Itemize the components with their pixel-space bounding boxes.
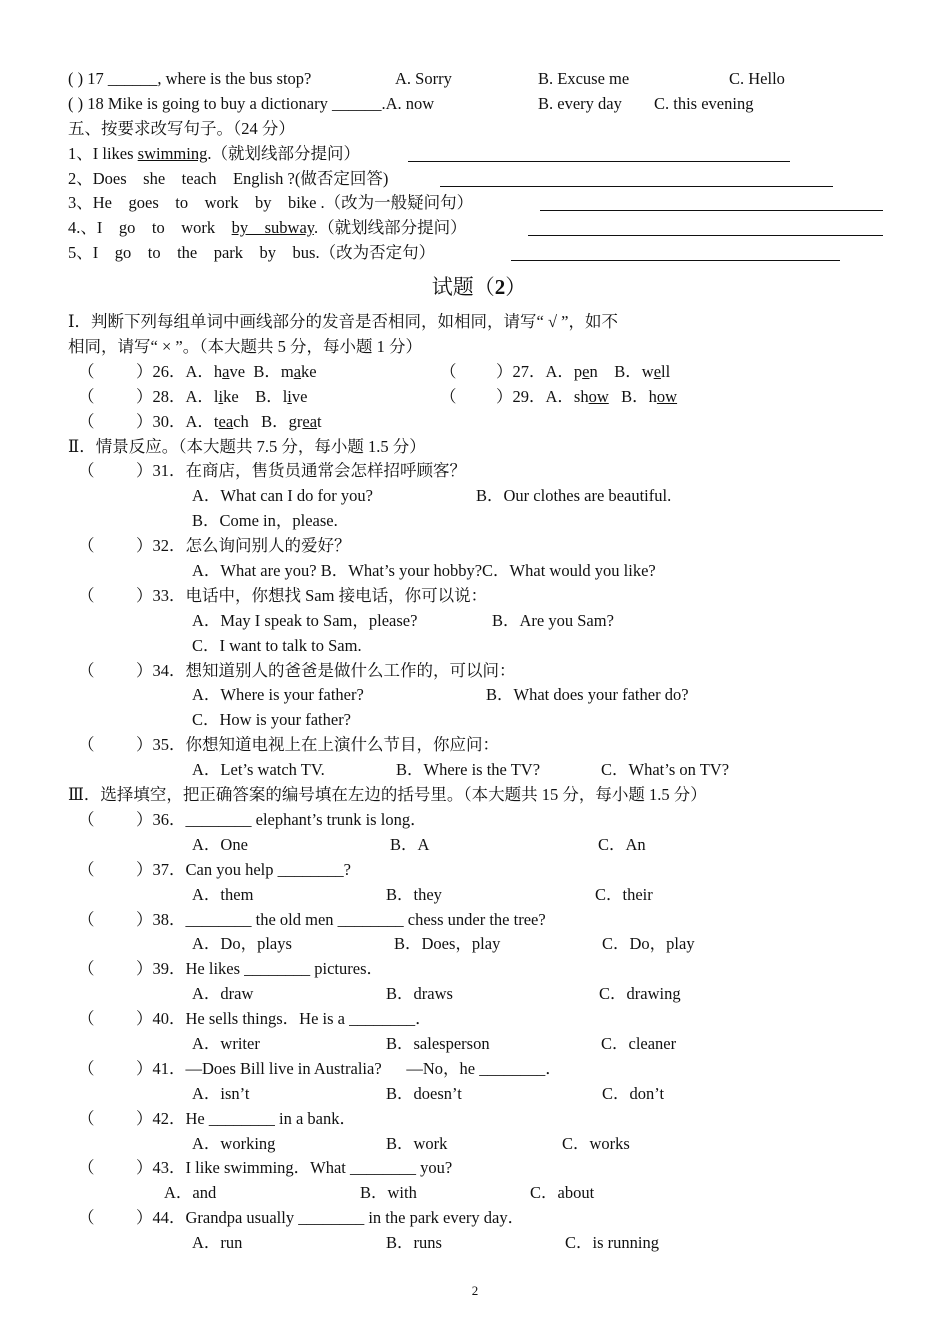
rewrite-item-2 (68, 167, 890, 192)
option-c: B．Come in，please. (192, 511, 338, 531)
question-34-stem (68, 659, 890, 684)
pair-number: ）26．A． (136, 361, 214, 381)
question-44-options (68, 1231, 890, 1256)
title-number: 2 (494, 275, 506, 300)
option-a: A．run (192, 1233, 243, 1253)
title-text: 试题（ (431, 275, 495, 300)
option-c: C．An (598, 834, 646, 854)
word-part: l (213, 386, 219, 406)
item-text: 2、Does she teach English ?(做否定回答) (68, 168, 389, 188)
word-part: ve (291, 386, 308, 406)
option-b: B．salesperson (386, 1033, 490, 1053)
question-number: 18 (87, 93, 104, 113)
answer-paren: （ (78, 1009, 95, 1029)
question-43-options (68, 1181, 890, 1206)
option-c: C．is running (565, 1233, 659, 1253)
answer-line (440, 171, 833, 187)
rewrite-item-1 (68, 142, 890, 167)
question-stem: ）38．________ the old men ________ chess under the tree? (136, 909, 546, 929)
question-41-stem (68, 1057, 890, 1082)
option-b-label: B． (238, 386, 283, 406)
question-stem: ）36．________ elephant’s trunk is long． (136, 809, 427, 829)
question-37-options (68, 883, 890, 908)
question-stem: ）42．He ________ in a bank． (136, 1108, 356, 1128)
word-part: t (317, 411, 322, 431)
option-c: C. Hello (729, 69, 785, 88)
item-instruction: .（就划线部分提问） (207, 143, 360, 163)
question-blank: ______ (107, 69, 158, 88)
option-b-label: B． (245, 361, 281, 381)
option-c: C．about (530, 1183, 595, 1203)
word-part: p (573, 361, 583, 381)
option-a: A．them (192, 884, 254, 904)
pronunciation-row (68, 360, 890, 385)
question-stem: ）34．想知道别人的爸爸是做什么工作的，可以问： (136, 660, 516, 680)
word-part: h (648, 386, 657, 406)
option-a: A．One (192, 834, 248, 854)
question-35-stem (68, 733, 890, 758)
option-b: B．draws (386, 984, 453, 1004)
pair-number: ）30．A． (136, 411, 214, 431)
option-c: C．I want to talk to Sam. (192, 635, 362, 655)
answer-paren: （ (78, 959, 95, 979)
answer-paren: （ (78, 809, 95, 829)
question-stem: Mike is going to buy a dictionary (107, 93, 332, 113)
rewrite-item-4 (68, 216, 890, 241)
question-stem: , where is the bus stop? (157, 69, 312, 88)
word-part: ch (233, 411, 249, 431)
option-b: B．runs (386, 1233, 442, 1253)
answer-paren: （ (440, 386, 457, 406)
question-42-stem (68, 1107, 890, 1132)
question-number: 17 (87, 69, 104, 88)
question-33-options-2 (68, 634, 890, 659)
part1-heading-line2: 相同，请写“ × ”。（本大题共 5 分，每小题 1 分） (68, 337, 422, 357)
underlined-sound: ea (218, 411, 234, 431)
word-part: n (589, 361, 598, 381)
answer-paren: （ (78, 1158, 95, 1178)
answer-paren: （ (78, 909, 95, 929)
option-b: B．they (386, 884, 442, 904)
rewrite-item-5 (68, 241, 890, 266)
pair-27 (496, 360, 670, 385)
option-a: A．draw (192, 984, 254, 1004)
answer-line (540, 195, 883, 211)
answer-paren: （ (78, 1208, 95, 1228)
question-40-stem (68, 1007, 890, 1032)
part1-heading-line1: Ⅰ．判断下列每组单词中画线部分的发音是否相同，如相同，请写“ √ ”，如不 (68, 312, 618, 332)
question-stem: ）31．在商店，售货员通常会怎样招呼顾客？ (136, 461, 466, 481)
title-close: ） (505, 275, 527, 300)
question-32-stem (68, 534, 890, 559)
option-a: A. now (385, 93, 435, 113)
underlined-sound: ow (588, 386, 609, 406)
answer-paren: （ (78, 386, 95, 406)
question-17 (68, 67, 890, 92)
pair-number: ）29．A． (496, 386, 574, 406)
answer-paren: （ (78, 1058, 95, 1078)
option-c: C．cleaner (601, 1033, 677, 1053)
test-title (68, 270, 890, 306)
option-b: B．with (360, 1183, 417, 1203)
pair-29 (496, 385, 677, 410)
underlined-sound: a (293, 361, 302, 381)
pair-28 (136, 385, 307, 410)
word-part: t (213, 411, 219, 431)
answer-line (528, 220, 883, 236)
option-a: A．Do，plays (192, 934, 292, 954)
option-b: B．A (390, 834, 430, 854)
question-38-stem (68, 908, 890, 933)
answer-paren: （ (78, 536, 95, 556)
question-39-options (68, 982, 890, 1007)
pair-30 (136, 410, 322, 435)
question-36-stem (68, 808, 890, 833)
item-text: 1、I likes (68, 143, 138, 163)
underlined-sound: ea (302, 411, 318, 431)
question-34-options (68, 683, 890, 708)
answer-paren: （ (78, 361, 95, 381)
word-part: l (282, 386, 288, 406)
word-part: sh (573, 386, 589, 406)
option-c: C．works (562, 1133, 630, 1153)
question-44-stem (68, 1206, 890, 1231)
option-b: B．Are you Sam? (492, 610, 614, 630)
item-text: 5、I go to the park by bus.（改为否定句） (68, 243, 436, 263)
word-part: m (280, 361, 294, 381)
option-b-label: B． (248, 411, 289, 431)
question-31-options-2 (68, 509, 890, 534)
word-part: ve (229, 361, 246, 381)
option-c: C．How is your father? (192, 710, 352, 730)
answer-paren: （ (78, 1108, 95, 1128)
option-b: B. Excuse me (538, 69, 630, 88)
option-b: B. every day (538, 93, 622, 113)
option-a: A. Sorry (395, 69, 452, 88)
option-b: B．work (386, 1133, 448, 1153)
answer-paren: ( ) (68, 93, 84, 113)
option-b: B．Where is the TV? (396, 760, 541, 780)
option-b: B．Our clothes are beautiful. (476, 486, 672, 506)
question-18 (68, 92, 890, 117)
pronunciation-row (68, 385, 890, 410)
option-b: B．What does your father do? (486, 685, 689, 705)
answer-line (511, 245, 840, 261)
underlined-sound: a (222, 361, 230, 381)
question-35-options (68, 758, 890, 783)
option-c: C．their (595, 884, 653, 904)
question-stem: ）44．Grandpa usually ________ in the park every day． (136, 1208, 525, 1228)
question-stem: ）43．I like swimming．What ________ you? (136, 1158, 453, 1178)
question-31-stem (68, 459, 890, 484)
option-a: A．working (192, 1133, 276, 1153)
word-part: w (641, 361, 654, 381)
option-b: B．doesn’t (386, 1083, 462, 1103)
option-a: A．and (164, 1183, 217, 1203)
question-41-options (68, 1082, 890, 1107)
section5-heading: 五、按要求改写句子。（24 分） (68, 118, 295, 138)
question-stem: ）33．电话中，你想找 Sam 接电话，你可以说： (136, 585, 488, 605)
question-36-options (68, 833, 890, 858)
pair-26 (136, 360, 317, 385)
answer-paren: ( ) (68, 69, 84, 88)
option-c: C．don’t (602, 1083, 665, 1103)
option-c: C. this evening (654, 93, 754, 113)
page-number: 2 (471, 1283, 479, 1298)
option-b-label: B． (608, 386, 649, 406)
options: A．What are you? B．What’s your hobby?C．What would you like? (192, 561, 656, 581)
underlined-sound: i (287, 386, 292, 406)
question-stem: ）37．Can you help ________? (136, 859, 351, 879)
underlined-sound: i (218, 386, 224, 406)
option-b: B．Does，play (394, 934, 501, 954)
rewrite-item-3 (68, 191, 890, 216)
word-part: ke (301, 361, 317, 381)
underlined-sound: e (653, 361, 662, 381)
option-a: A．Let’s watch TV. (192, 760, 325, 780)
option-a: A．Where is your father? (192, 685, 364, 705)
option-a: A．writer (192, 1033, 260, 1053)
question-stem: ）32．怎么询问别人的爱好？ (136, 536, 351, 556)
word-part: gr (288, 411, 303, 431)
underlined-sound: e (582, 361, 590, 381)
item-instruction: .（就划线部分提问） (313, 218, 467, 238)
item-text: 4.、I go to work (68, 218, 232, 238)
question-blank: ______ (331, 93, 382, 113)
answer-line (408, 146, 790, 162)
option-b-label: B． (597, 361, 642, 381)
pair-number: ）27．A． (496, 361, 574, 381)
word-part: h (213, 361, 223, 381)
question-42-options (68, 1132, 890, 1157)
pronunciation-row (68, 410, 890, 435)
answer-paren: （ (78, 461, 95, 481)
option-a: A．What can I do for you? (192, 486, 373, 506)
option-a: A．May I speak to Sam，please? (192, 610, 418, 630)
question-38-options (68, 932, 890, 957)
question-39-stem (68, 957, 890, 982)
item-text: 3、He goes to work by bike .（改为一般疑问句） (68, 193, 474, 213)
question-31-options (68, 484, 890, 509)
question-stem: ）39．He likes ________ pictures． (136, 959, 384, 979)
answer-paren: （ (78, 660, 95, 680)
question-33-stem (68, 584, 890, 609)
question-stem: ）40．He sells things．He is a ________． (136, 1009, 432, 1029)
question-40-options (68, 1032, 890, 1057)
option-c: C．What’s on TV? (601, 760, 730, 780)
answer-paren: （ (78, 585, 95, 605)
answer-paren: （ (78, 859, 95, 879)
part3-heading: Ⅲ．选择填空，把正确答案的编号填在左边的括号里。（本大题共 15 分，每小题 1.5 分） (68, 785, 707, 805)
word-part: ke (223, 386, 239, 406)
answer-paren: （ (78, 411, 95, 431)
option-c: C．drawing (599, 984, 681, 1004)
option-a: A．isn’t (192, 1083, 250, 1103)
answer-paren: （ (440, 361, 457, 381)
question-stem-end: . (381, 93, 386, 113)
question-32-options (68, 559, 890, 584)
answer-paren: （ (78, 735, 95, 755)
underlined-phrase: by subway (231, 218, 314, 238)
option-c: C．Do，play (602, 934, 695, 954)
pair-number: ）28．A． (136, 386, 214, 406)
word-part: ll (661, 361, 671, 381)
question-stem: ）41．—Does Bill live in Australia? —No，he ________． (136, 1058, 562, 1078)
question-37-stem (68, 858, 890, 883)
underlined-sound: ow (656, 386, 678, 406)
question-stem: ）35．你想知道电视上在上演什么节目，你应问： (136, 735, 499, 755)
question-33-options (68, 609, 890, 634)
question-43-stem (68, 1156, 890, 1181)
underlined-word: swimming (137, 143, 208, 163)
question-34-options-2 (68, 708, 890, 733)
part2-heading: Ⅱ．情景反应。（本大题共 7.5 分，每小题 1.5 分） (68, 436, 426, 456)
